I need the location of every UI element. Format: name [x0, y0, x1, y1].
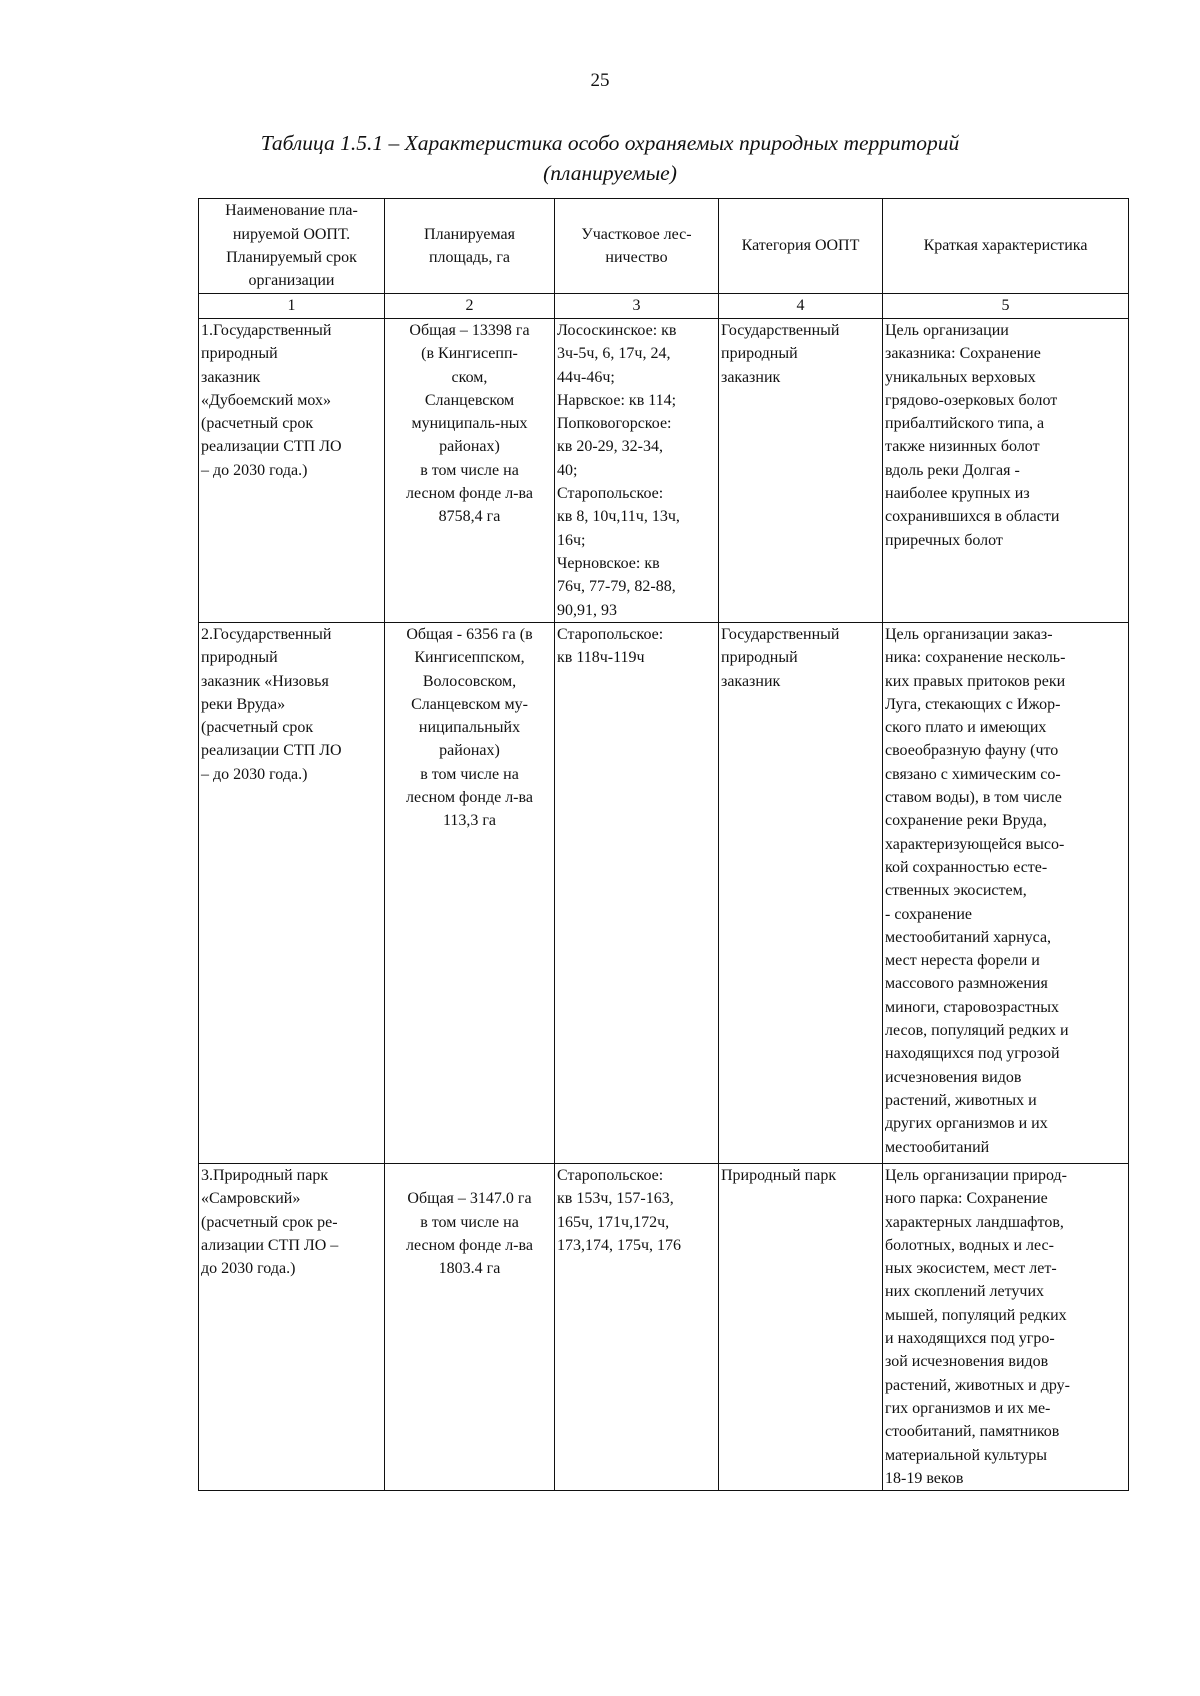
cell-forestry: Лососкинское: кв 3ч-5ч, 6, 17ч, 24, 44ч-46ч; Нарвское: кв 114; Попковогорское: кв 20-29, 32-34, 40; Старопольское: кв 8, 10ч,11ч, 13ч, 16ч; Черновское: кв 76ч, 77-79, 82-88, 90,91, 93 [555, 319, 719, 623]
cell-area: Общая – 13398 га (в Кингисепп- ском, Сланцевском муниципаль-ных районах) в том числе на лесном фонде л-ва 8758,4 га [385, 319, 555, 623]
cell-name: 3.Природный парк «Самровский» (расчетный срок ре- ализации СТП ЛО – до 2030 года.) [199, 1164, 385, 1491]
header-area: Планируемая площадь, га [385, 199, 555, 294]
table-caption [150, 128, 1070, 188]
cell-forestry: Старопольское: кв 153ч, 157-163, 165ч, 171ч,172ч, 173,174, 175ч, 176 [555, 1164, 719, 1491]
column-number: 4 [719, 294, 883, 319]
table-row [199, 1164, 1129, 1491]
cell-category: Государственный природный заказник [719, 319, 883, 623]
column-number-row [199, 294, 1129, 319]
cell-area: Общая - 6356 га (в Кингисеппском, Волосовском, Сланцевском му- ниципальныйх районах) в том числе на лесном фонде л-ва 113,3 га [385, 623, 555, 1164]
header-category: Категория ООПТ [719, 199, 883, 294]
cell-description: Цель организации заказника: Сохранение уникальных верховых грядово-озерковых болот прибалтийского типа, а также низинных болот вдоль реки Долгая - наиболее крупных из сохранившихся в области приречных болот [883, 319, 1129, 623]
oopt-table [198, 198, 1129, 1491]
column-number: 1 [199, 294, 385, 319]
cell-category: Государственный природный заказник [719, 623, 883, 1164]
cell-category: Природный парк [719, 1164, 883, 1491]
cell-name: 2.Государственный природный заказник «Низовья реки Вруда» (расчетный срок реализации СТП ЛО – до 2030 года.) [199, 623, 385, 1164]
header-description: Краткая характеристика [883, 199, 1129, 294]
table-row [199, 623, 1129, 1164]
page-number: 25 [590, 70, 610, 91]
header-name: Наименование пла- нируемой ООПТ. Планируемый срок организации [199, 199, 385, 294]
column-number: 5 [883, 294, 1129, 319]
header-forestry: Участковое лес- ничество [555, 199, 719, 294]
column-number: 2 [385, 294, 555, 319]
table-caption-line1: Таблица 1.5.1 – Характеристика особо охраняемых природных территорий [260, 131, 960, 155]
header-row [199, 199, 1129, 294]
cell-name: 1.Государственный природный заказник «Дубоемский мох» (расчетный срок реализации СТП ЛО – до 2030 года.) [199, 319, 385, 623]
table-caption-line2: (планируемые) [543, 161, 677, 185]
cell-description: Цель организации природ- ного парка: Сохранение характерных ландшафтов, болотных, водных и лес- ных экосистем, мест лет- них скоплений летучих мышей, популяций редких и находящихся под угро- зой исчезновения видов растений, животных и дру- гих организмов и их ме- стообитаний, памятников материальной культуры 18-19 веков [883, 1164, 1129, 1491]
column-number: 3 [555, 294, 719, 319]
cell-description: Цель организации заказ- ника: сохранение несколь- ких правых притоков реки Луга, стекающих с Ижор- ского плато и имеющих своеобразную фауну (что связано с химическим со- ставом воды), в том числе сохранение реки Вруда, характеризующейся высо- кой сохранностью есте- ственных экосистем, - сохранение местообитаний харнуса, мест нереста форели и массового размножения миноги, старовозрастных лесов, популяций редких и находящихся под угрозой исчезновения видов растений, животных и других организмов и их местообитаний [883, 623, 1129, 1164]
cell-area: Общая – 3147.0 га в том числе на лесном фонде л-ва 1803.4 га [385, 1164, 555, 1491]
cell-forestry: Старопольское: кв 118ч-119ч [555, 623, 719, 1164]
table-row [199, 319, 1129, 623]
